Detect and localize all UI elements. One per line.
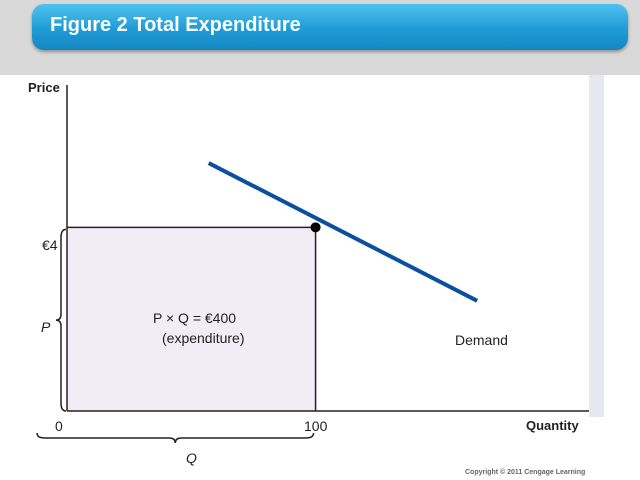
x-tick-label: 0 <box>55 418 63 434</box>
price-brace-label: P <box>41 319 51 335</box>
price-quantity-point <box>311 222 321 232</box>
area-caption-label: (expenditure) <box>162 330 245 346</box>
price-brace <box>56 229 66 411</box>
y-tick-label: €4 <box>42 237 58 253</box>
figure-title: Figure 2 Total Expenditure <box>50 14 301 36</box>
y-axis-label: Price <box>28 80 60 95</box>
x-tick-label: 100 <box>304 418 328 434</box>
quantity-brace <box>37 433 314 443</box>
area-formula-label: P × Q = €400 <box>153 310 237 326</box>
quantity-brace-label: Q <box>186 450 197 466</box>
demand-series-label: Demand <box>455 332 508 348</box>
x-axis-label: Quantity <box>526 418 579 433</box>
copyright-text: Copyright © 2011 Cengage Learning <box>465 469 586 476</box>
